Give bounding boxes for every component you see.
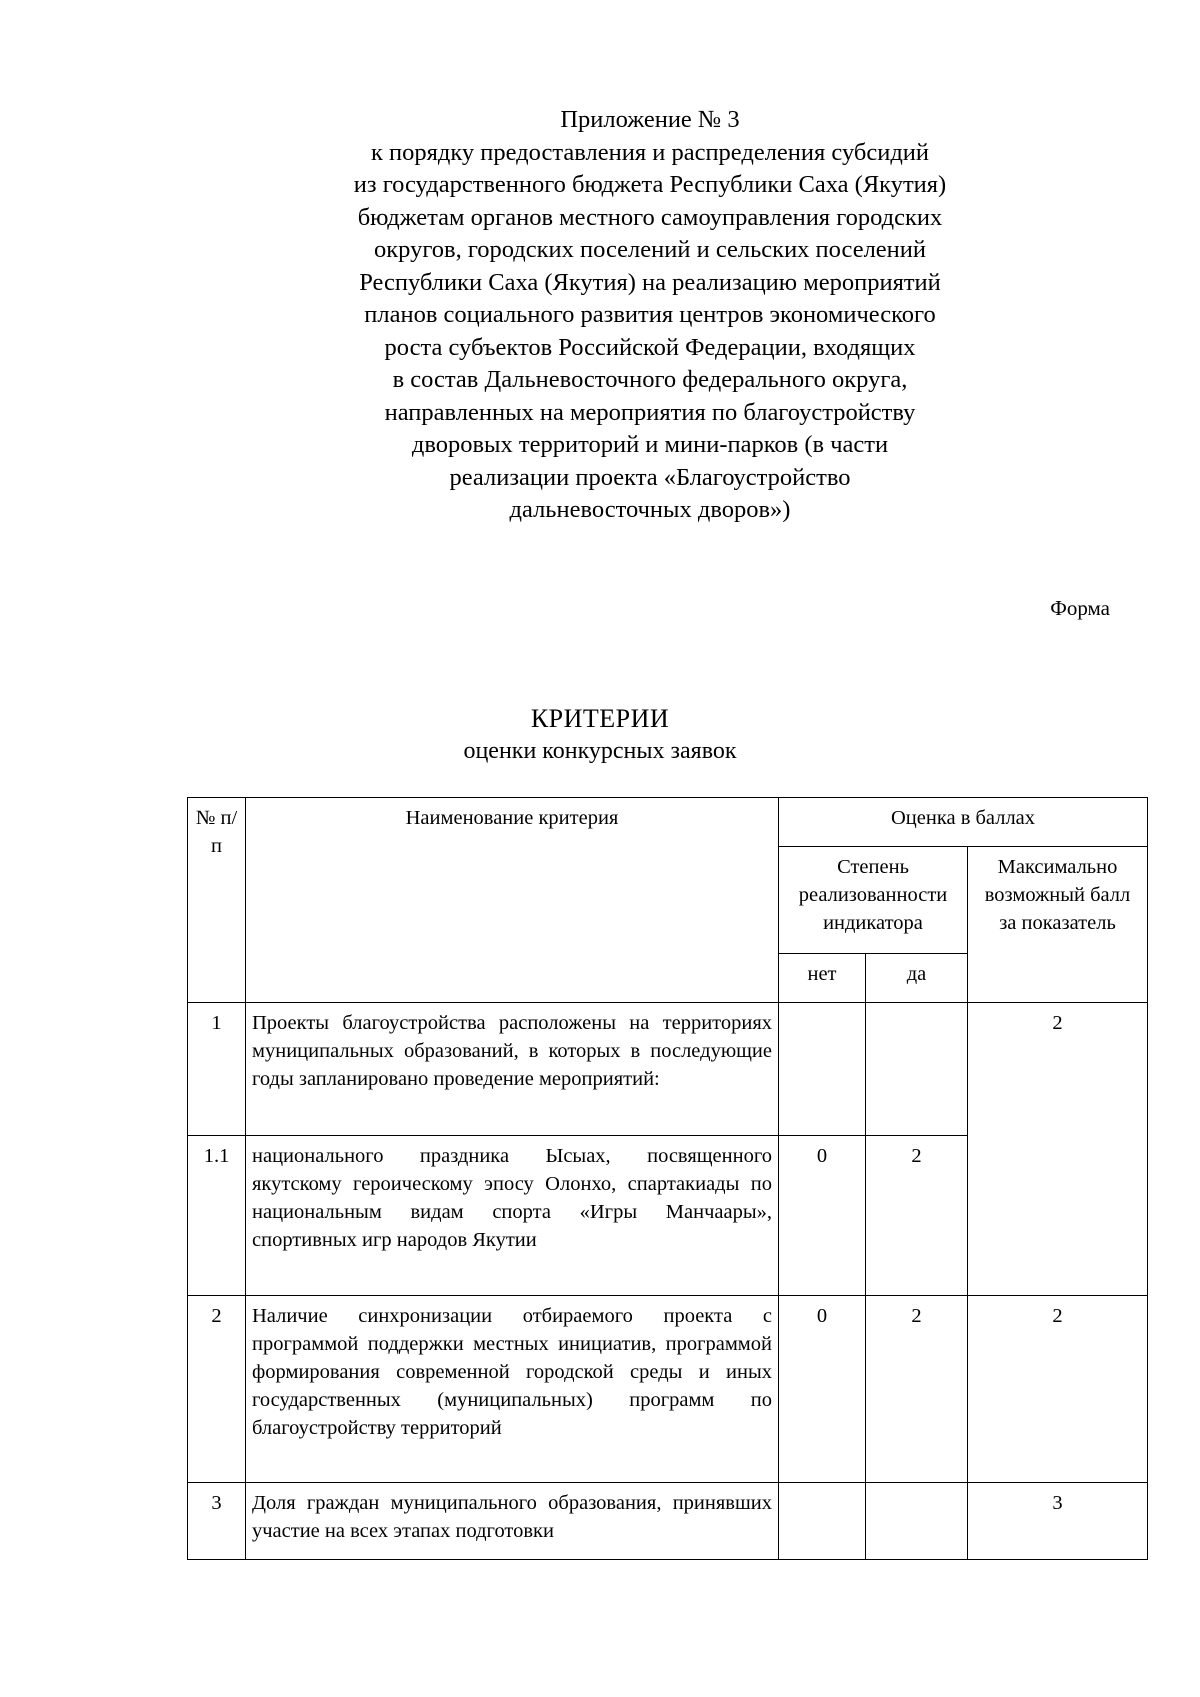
row-no: 0	[779, 1296, 866, 1483]
header-row	[188, 798, 1148, 847]
appendix-line: к порядку предоставления и распределения субсидий	[370, 138, 930, 166]
header-degree: Степень реализованности индикатора	[779, 847, 968, 954]
appendix-heading	[340, 104, 960, 527]
header-no: нет	[779, 954, 866, 1003]
header-score: Оценка в баллах	[779, 798, 1148, 847]
appendix-line: дальневосточных дворов»)	[509, 496, 791, 523]
row-yes: 2	[866, 1136, 968, 1296]
table-row	[188, 1483, 1148, 1560]
row-criterion: национального праздника Ысыах, посвященного якутскому героическому эпосу Олонхо, спартакиады по национальным видам спорта «Игры Манчаары», спортивных игр народов Якутии	[246, 1136, 779, 1296]
row-no	[779, 1003, 866, 1136]
header-max: Максимально возможный балл за показатель	[968, 847, 1148, 1003]
appendix-line: роста субъектов Российской Федерации, входящих	[384, 333, 916, 361]
row-yes: 2	[866, 1296, 968, 1483]
appendix-line: округов, городских поселений и сельских поселений	[373, 236, 927, 263]
row-max: 3	[968, 1483, 1148, 1560]
appendix-line: Республики Саха (Якутия) на реализацию мероприятий	[359, 268, 941, 296]
appendix-line: планов социального развития центров экономического	[364, 301, 936, 328]
row-yes	[866, 1003, 968, 1136]
header-num: № п/п	[188, 798, 246, 1003]
row-no	[779, 1483, 866, 1560]
appendix-line: Приложение № 3	[560, 106, 740, 133]
row-num: 1	[188, 1003, 246, 1136]
header-name: Наименование критерия	[246, 798, 779, 1003]
row-max: 2	[968, 1003, 1148, 1296]
row-criterion: Проекты благоустройства расположены на территориях муниципальных образований, в которых в последующие годы запланировано проведение мероприятий:	[246, 1003, 779, 1136]
header-yes: да	[866, 954, 968, 1003]
criteria-table	[187, 797, 1148, 1560]
row-no: 0	[779, 1136, 866, 1296]
document-title: КРИТЕРИИ	[530, 704, 670, 733]
row-criterion: Наличие синхронизации отбираемого проекта с программой поддержки местных инициатив, программой формирования современной городской среды и иных государственных (муниципальных) программ по благоустройству территорий	[246, 1296, 779, 1483]
appendix-line: в состав Дальневосточного федерального округа,	[392, 366, 908, 393]
row-criterion: Доля граждан муниципального образования, принявших участие на всех этапах подготовки	[246, 1483, 779, 1560]
row-num: 2	[188, 1296, 246, 1483]
table-row	[188, 1296, 1148, 1483]
appendix-line: бюджетам органов местного самоуправления городских	[357, 203, 943, 231]
appendix-line: дворовых территорий и мини-парков (в части	[411, 431, 889, 458]
row-num: 3	[188, 1483, 246, 1560]
document-subtitle: оценки конкурсных заявок	[463, 738, 737, 764]
appendix-line: реализации проекта «Благоустройство	[449, 463, 851, 491]
row-max: 2	[968, 1296, 1148, 1483]
appendix-line: направленных на мероприятия по благоустройству	[384, 398, 916, 426]
appendix-line: из государственного бюджета Республики Саха (Якутия)	[353, 171, 947, 198]
form-label: Форма	[1050, 596, 1110, 620]
table-row	[188, 1003, 1148, 1136]
row-num: 1.1	[188, 1136, 246, 1296]
row-yes	[866, 1483, 968, 1560]
